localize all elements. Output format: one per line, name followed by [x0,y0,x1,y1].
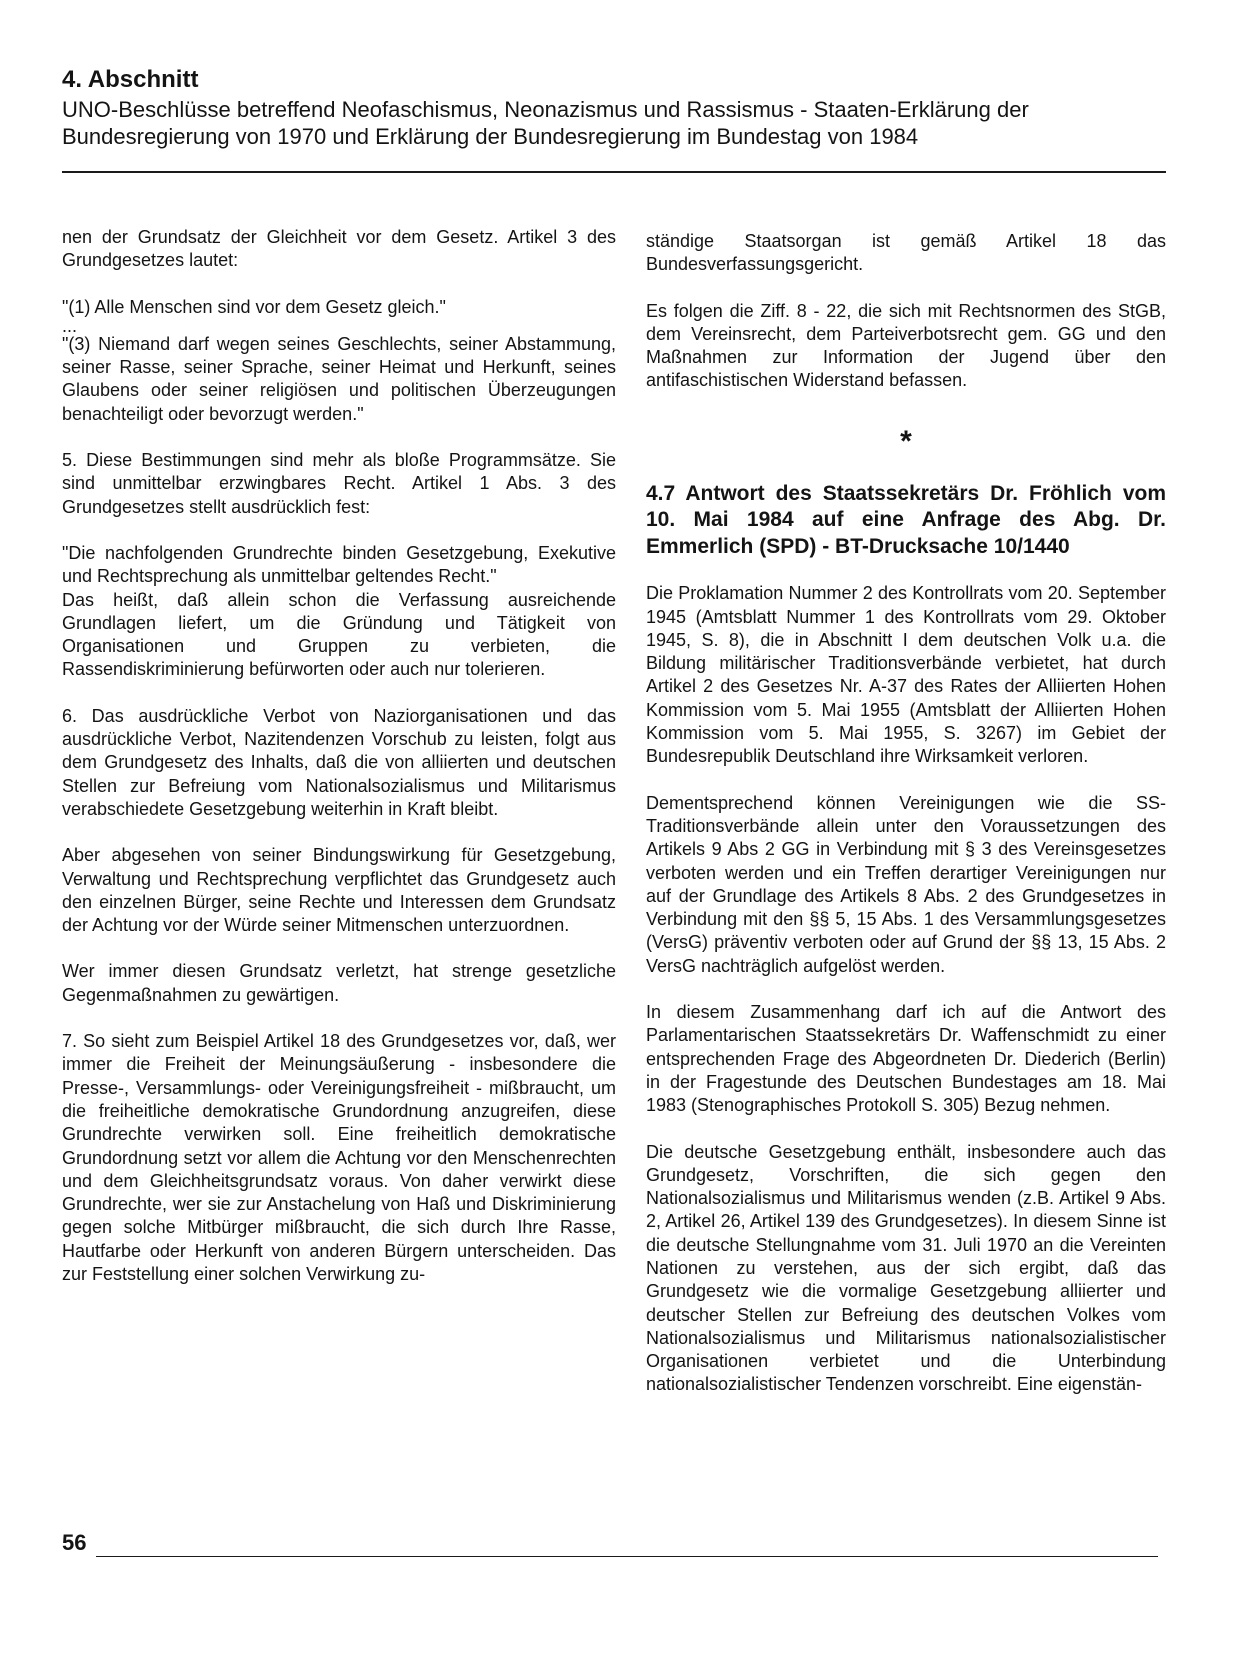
paragraph: In diesem Zusammenhang darf ich auf die Antwort des Parlamentarischen Staatssekretärs Dr. Waffenschmidt zu einer entsprechenden Frage des Abgeordneten Dr. Diederich (Berlin) in der Fragestunde des Deutschen Bundestages am 18. Mai 1983 (Stenographisches Protokoll S. 305) Bezug nehmen. [646,1002,1166,1116]
paragraph: 5. Diese Bestimmungen sind mehr als bloße Programmsätze. Sie sind unmittelbar erzwingbares Recht. Artikel 1 Abs. 3 des Grundgesetzes stellt ausdrücklich fest: [62,450,616,517]
paragraph: ständige Staatsorgan ist gemäß Artikel 18 das Bundesverfassungsgericht. [646,231,1166,275]
paragraph: Die deutsche Gesetzgebung enthält, insbesondere auch das Grundgesetz, Vorschriften, die sich gegen den Nationalsozialismus und Militarismus wenden (z.B. Artikel 9 Abs. 2, Artikel 26, Artikel 139 des Grundgesetzes). In diesem Sinne ist die deutsche Stellungnahme vom 31. Juli 1970 an die Vereinten Nationen zu verstehen, aus der sich ergibt, daß das Grundgesetz wie die vormalige Gesetzgebung alliierter und deutscher Stellen zur Befreiung des deutschen Volkes vom Nationalsozialismus und Militarismus nationalsozialistischer Organisationen verbietet und die Unterbindung nationalsozialistischer Tendenzen vorschreibt. Eine eigenstän- [646,1141,1166,1395]
page-number: 56 [62,1530,87,1555]
paragraph: Die Proklamation Nummer 2 des Kontrollrats vom 20. September 1945 (Amtsblatt Nummer 1 des Kontrollrats vom 29. Oktober 1945, S. 8), die in Abschnitt I dem deutschen Volk u.a. die Bildung militärischer Traditionsverbände verbietet, hat durch Artikel 2 des Gesetzes Nr. A-37 des Rates der Alliierten Hohen Kommission vom 5. Mai 1955 (Amtsblatt der Alliierten Hohen Kommission vom 5. Mai 1955, S. 3267) im Gebiet der Bundesrepublik Deutschland ihre Wirksamkeit verloren. [646,583,1166,767]
quote-paragraph: "(1) Alle Menschen sind vor dem Gesetz gleich." [62,296,446,317]
left-column [62,226,616,1286]
section-label: 4. Abschnitt [62,66,199,93]
ellipsis: ... [62,315,78,336]
subsection-heading: 4.7 Antwort des Staatssekretärs Dr. Fröhlich vom 10. Mai 1984 auf eine Anfrage des Abg. Dr. Emmerlich (SPD) - BT-Drucksache 10/1440 [646,481,1166,558]
separator-asterisk: * [900,424,912,458]
quote-paragraph: "Die nachfolgenden Grundrechte binden Gesetzgebung, Exekutive und Rechtsprechung als unmittelbar geltendes Recht." [62,542,616,587]
paragraph: 6. Das ausdrückliche Verbot von Naziorganisationen und das ausdrückliche Verbot, Nazitendenzen Vorschub zu leisten, folgt aus dem Grundgesetz des Inhalts, daß die von alliierten und deutschen Stellen zur Befreiung vom Nationalsozialismus und Militarismus verabschiedete Gesetzgebung weiterhin in Kraft bleibt. [62,705,616,819]
paragraph: 7. So sieht zum Beispiel Artikel 18 des Grundgesetzes vor, daß, wer immer die Freiheit der Meinungsäußerung - insbesondere die Presse-, Versammlungs- oder Vereinigungsfreiheit - mißbraucht, um die freiheitliche demokratische Grundordnung anzugreifen, diese Grundrechte verwirken soll. Eine freiheitlich demokratische Grundordnung setzt vor allem die Achtung vor den Menschenrechten und dem Gleichheitsgrundsatz voraus. Von daher verwirkt diese Grundrechte, wer sie zur Anstachelung von Haß und Diskriminierung gegen solche Mitbürger mißbraucht, die sich durch Ihre Rasse, Hautfarbe oder Herkunft von anderen Bürgern unterscheiden. Das zur Feststellung einer solchen Verwirkung zu- [62,1031,616,1284]
paragraph: Das heißt, daß allein schon die Verfassung ausreichende Grundlagen liefert, um die Gründung und Tätigkeit von Organisationen und Gruppen zu verbieten, die Rassendiskriminierung befürworten oder auch nur tolerieren. [62,589,616,680]
quote-paragraph: "(3) Niemand darf wegen seines Geschlechts, seiner Abstammung, seiner Rasse, seiner Sprache, seiner Heimat und Herkunft, seines Glaubens oder seiner religiösen und politischen Überzeugungen benachteiligt oder bevorzugt werden." [62,333,616,424]
paragraph: Dementsprechend können Vereinigungen wie die SS-Traditionsverbände allein unter den Voraussetzungen des Artikels 9 Abs 2 GG in Verbindung mit § 3 des Vereinsgesetzes verboten werden und ein Treffen derartiger Vereinigungen nur auf der Grundlage des Artikels 8 Abs. 2 des Grundgesetzes in Verbindung mit den §§ 5, 15 Abs. 1 des Versammlungsgesetzes (VersG) präventiv verboten oder auf Grund der §§ 13, 15 Abs. 2 VersG nachträglich aufgelöst werden. [646,792,1166,976]
paragraph: Aber abgesehen von seiner Bindungswirkung für Gesetzgebung, Verwaltung und Rechtsprechung verpflichtet das Grundgesetz auch den einzelnen Bürger, seine Rechte und Interessen dem Grundsatz der Achtung vor der Würde seiner Mitmenschen unterzuordnen. [62,845,616,936]
paragraph: Wer immer diesen Grundsatz verletzt, hat strenge gesetzliche Gegenmaßnahmen zu gewärtigen. [62,961,616,1005]
section-title: UNO-Beschlüsse betreffend Neofaschismus, Neonazismus und Rassismus - Staaten-Erklärung der Bundesregierung von 1970 und Erklärung der Bundesregierung im Bundestag von 1984 [62,97,1029,149]
header-rule [62,171,1166,173]
paragraph: Es folgen die Ziff. 8 - 22, die sich mit Rechtsnormen des StGB, dem Vereinsrecht, dem Parteiverbotsrecht gem. GG und den Maßnahmen zur Information der Jugend über den antifaschistischen Widerstand befassen. [646,300,1166,391]
footer-rule [96,1556,1158,1557]
right-column [646,230,1166,1397]
paragraph: nen der Grundsatz der Gleichheit vor dem Gesetz. Artikel 3 des Grundgesetzes lautet: [62,227,616,271]
page-header [62,66,1180,150]
